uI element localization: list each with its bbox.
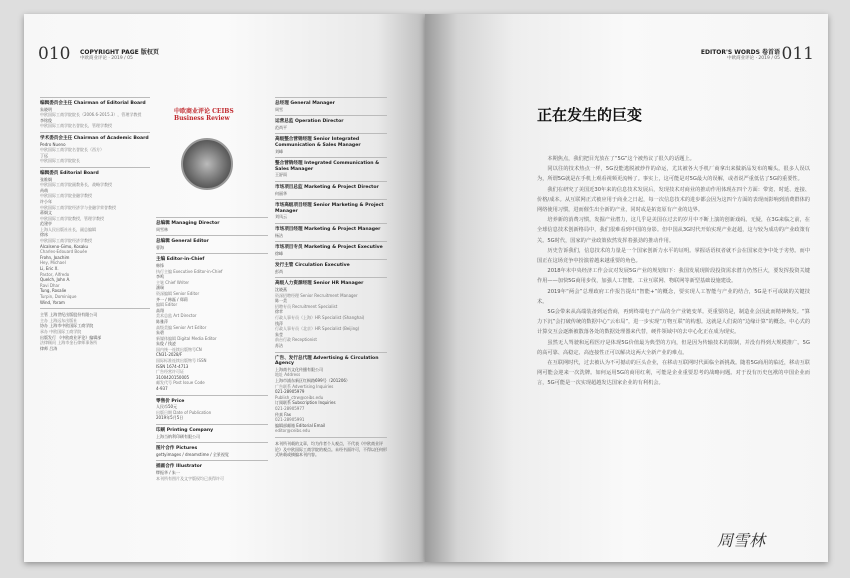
- masthead-line: 陈雅萍: [156, 318, 168, 324]
- masthead-line: 中欧国际工商学院教授，管理学教授: [40, 215, 104, 221]
- masthead-line: 李鸣: [156, 274, 164, 280]
- masthead-heading: 图片合作 Pictures: [156, 446, 198, 452]
- masthead-line: 徐苹: [275, 309, 283, 315]
- masthead-block: [156, 460, 268, 481]
- masthead-block: [275, 97, 387, 112]
- masthead-line: 广告经营许可证: [156, 369, 184, 375]
- masthead-heading: 市场项目总监 Marketing & Project Director: [275, 184, 379, 190]
- masthead-line: 韩锋: [156, 262, 164, 268]
- masthead-heading: 总编辑 Managing Director: [156, 221, 220, 226]
- masthead-line: 苏洁: [275, 343, 283, 348]
- masthead-line: Charles-Edouard Bouée: [40, 249, 88, 255]
- masthead-heading: 编辑委员 Editorial Board: [40, 170, 99, 176]
- masthead-line: 陈一美: [275, 298, 287, 304]
- masthead-line: 缪振华 / 朱一: [156, 469, 180, 475]
- masthead-column-2: [156, 214, 268, 481]
- masthead-line: 新媒体编辑 Digital Media Editor: [156, 335, 217, 341]
- masthead-line: 2019年5月5日: [156, 415, 184, 421]
- masthead-line: 4-937: [156, 386, 168, 392]
- masthead-line: 芮萌: [40, 187, 48, 193]
- masthead-line: Wind, Yoram: [40, 299, 65, 305]
- masthead-line: 张维炯: [40, 176, 52, 182]
- masthead-block: [275, 133, 387, 154]
- masthead-line: 前台行政 Receptionist: [275, 337, 317, 343]
- masthead-block: [156, 424, 268, 439]
- issue-label: 中欧商业评论 · 2019 / 05: [727, 56, 780, 61]
- masthead-line: 地址 Address: [275, 372, 301, 378]
- masthead-line: 出版日期 Date of Publication: [156, 409, 212, 415]
- magazine-logo: [174, 106, 264, 122]
- masthead-block: [40, 97, 150, 129]
- masthead-block: [156, 217, 268, 232]
- masthead-column-3: [275, 94, 387, 458]
- masthead-line: 中欧国际工商学院名誉院长（西方）: [40, 147, 104, 153]
- masthead-line: Publish_ctrw@ceibs.edu: [275, 394, 324, 400]
- masthead-line: 杨洁: [275, 232, 283, 238]
- article-paragraph: 2019年“两会”总理政府工作报告提出“智能+”的概念，要实现人工智能与产业的结合，5G是不可或缺的关键技术。: [537, 288, 810, 305]
- masthead-line: 周雪: [275, 106, 283, 112]
- masthead-line: 本刊所有图片及文字版权均已获得许可: [156, 475, 224, 481]
- masthead-line: 沈晓燕: [275, 287, 287, 293]
- section-title: EDITOR'S WORDS 卷首语: [700, 49, 780, 56]
- masthead-block: [275, 259, 387, 274]
- masthead-line: 高翔: [156, 307, 164, 313]
- masthead-line: 出版发行 《中欧商业评论》编辑部: [40, 334, 102, 340]
- masthead-block: [156, 253, 268, 391]
- article-paragraph: 我们在研究了美国近30年来的信息技术发展后，发现技术对商业的推动作用体现在四个方面：带宽、时延、连接、价格/成本。从互联网正式被应用于商业之日起，每一次信息技术的进步都会因为这四个方面的表现而影响到消费群体的网络使用习惯，进而催生出全新的产业，同时或是拓宽原有产业的边界。: [537, 186, 810, 214]
- article-body: [537, 154, 810, 389]
- masthead-block: [275, 157, 387, 178]
- masthead-line: 上海人民出版社社长，副总编辑: [40, 226, 96, 232]
- article-paragraph: 虽然无人驾驶和远程医疗是体现5G价值最为典型的方向，但是因为传输技术的限制，并没有得到大规模推广。5G的高可靠、高稳定、高连接性正可以解决这两大全新产业的难点。: [537, 339, 810, 356]
- masthead-heading: 市场项目专员 Marketing & Project Executive: [275, 245, 383, 251]
- masthead-line: 行政人事专员（上海）HR Specialist (Shanghai): [275, 315, 365, 321]
- masthead-line: 上海市浦东新区红枫路699号（201206）: [275, 377, 350, 383]
- masthead-line: Quelch, John A.: [40, 277, 71, 283]
- masthead-line: 律师 吕涛: [40, 345, 58, 351]
- masthead-line: 传真 Fax: [275, 411, 292, 417]
- masthead-line: 许小年: [40, 198, 52, 204]
- masthead-heading: 插画合作 Illustrator: [156, 464, 203, 470]
- article-paragraph: 培养新的消费习惯，发掘产业潜力，这几乎是美国在过去的岁月中不断上演的创新戏码。无疑，在3G来临之前，在全球信息技术创新格局中，我们很难看到中国的身影。但中国从3G时代开始实现产业赶超，这与较为成功的产业政策有关。5G时代，国家的产业政策依然发挥着强劲的推动作用。: [537, 217, 810, 244]
- masthead-line: 高级美编 Senior Art Editor: [156, 324, 207, 330]
- article-paragraph: 2018年末中央经济工作会议对发展5G产业的规划如下：我国发展现阶段投资需求潜力仍然巨大，要发挥投资关键作用——加快5G商用步伐，加强人工智能、工业互联网、物联网等新型基础设施建设。: [537, 268, 810, 285]
- masthead-line: 中欧国际工商学院院长: [40, 158, 80, 164]
- masthead-line: 齐一 / 韩磊 / 郑莉: [156, 296, 188, 302]
- masthead-line: 王舒雨: [275, 172, 287, 178]
- masthead-block: [40, 132, 150, 164]
- masthead-line: gettyimages / dreamstime / 全景视觉: [156, 451, 229, 457]
- masthead-line: 主办 上海远东出版社: [40, 317, 78, 323]
- masthead-line: CN31-2028/F: [156, 352, 183, 358]
- article-paragraph: 历史告诉我们，信息技术的力量是一个国家创新力水平的证明。掌握话语权者就不会在国家竞争中处于劣势。而中国正在这场竞争中扮演着越来越重要的角色。: [537, 247, 810, 265]
- masthead-block: [275, 181, 387, 196]
- masthead-line: 邮发代号 Post Issue Code: [156, 380, 205, 386]
- masthead-heading: 运营总监 Operation Director: [275, 119, 344, 125]
- masthead-line: 订阅联系 Subscription Inquiries: [275, 400, 336, 406]
- masthead-line: 协办 上海市中欧国际工商学院: [40, 323, 94, 329]
- masthead-heading: 零售价 Price: [156, 398, 185, 404]
- masthead-line: 资深编辑 Senior Editor: [156, 290, 200, 296]
- masthead-heading: 主编 Editor-in-Chief: [156, 257, 205, 263]
- masthead-line: 何丽华: [275, 190, 287, 196]
- masthead-line: 中欧国际工商学院经济学与金融学荣誉教授: [40, 204, 116, 210]
- article-paragraph: 5G会带来从高端装备到运营商，再到终端电子产品的全产业链变革。更重要的是，制造业会因此而精神焕发。“算力下沉”会打破传统的数据中心“云布局”，进一步实现“万物互联”的构想。这就是人们说的“边缘计算”的概念。中心式的计算交互会逐渐被散落各处的数据处理器来代替，硬件领域中的去中心化正在成为现实。: [537, 309, 811, 336]
- masthead-line: 招聘专员 Recruitment Specialist: [275, 303, 338, 309]
- article-paragraph: 同以往的技术热点一样，5G没能逃脱被炒作的命运，尤其被各大手机厂商拿出来做新品发布的噱头。很多人误以为，所谓5G就是在手机上观看视频更流畅了。事实上，这可能是对5G最大的误解，或者说严重低估了5G的重要性。: [537, 166, 810, 183]
- masthead-line: 人民币50元: [156, 404, 178, 410]
- masthead-block: [275, 352, 387, 434]
- masthead-line: 执行主编 Executive Editor-in-Chief: [156, 268, 223, 274]
- article-paragraph: 在互联网时代，过去被认为不可撼动的巨头企业，在移动互联网时代面临全新挑战。随着5G商用的临近，移动互联网可能会迎来一次洗牌。如何运用5G的商用红利，可能是企业重要思考的战略问题。对于没有历史包袱的中国企业而言，5G可能是一次实现超越发达国家企业的有利机会。: [537, 360, 810, 387]
- left-page-copyright: [24, 14, 425, 562]
- masthead-line: 中欧国际工商学院院长（2006.6-2015.3），管理学教授: [40, 112, 142, 118]
- masthead-line: 李铭俊: [40, 117, 52, 123]
- masthead-line: 021-28905979: [275, 389, 305, 395]
- masthead-line: 朱俊 / 钱凌: [156, 341, 176, 347]
- masthead-line: 丁远: [40, 152, 48, 158]
- masthead-heading: 高级人力资源经理 Senior HR Manager: [275, 281, 364, 287]
- masthead-line: 曹海: [156, 244, 164, 250]
- masthead-line: 021-28905991: [275, 417, 305, 423]
- masthead-line: 周雪林: [156, 226, 168, 232]
- masthead-heading: 总经理 General Manager: [275, 101, 335, 106]
- masthead-line: 刘凤云: [275, 214, 287, 220]
- masthead-line: Li, Eric X.: [40, 266, 59, 272]
- masthead-block: [275, 223, 387, 238]
- masthead-line: ISSN 1674-4713: [156, 363, 189, 369]
- masthead-line: Pastor, Alfredo: [40, 271, 70, 277]
- school-seal-image: [181, 138, 233, 190]
- masthead-heading: 高级整合营销经理 Senior Integrated Communication & Sales Manager: [275, 137, 361, 148]
- masthead-line: 资深招聘经理 Senior Recruitment Manager: [275, 292, 358, 298]
- masthead-line: 021-28905977: [275, 405, 305, 411]
- article-paragraph: 本期焦点，我们把目光放在了“5G”这个被热议了很久的话题上。: [547, 156, 695, 162]
- masthead-line: 承办 中欧国际工商学院: [40, 328, 82, 334]
- masthead-block: [275, 199, 387, 220]
- masthead-line: 范建亭: [40, 221, 52, 227]
- masthead-line: 编辑 Editor: [156, 302, 178, 308]
- page-number: 010: [38, 44, 71, 64]
- masthead-line: 国际标准连续出版物号 ISSN: [156, 358, 207, 364]
- masthead-heading: 编辑委员会主任 Chairman of Editorial Board: [40, 101, 146, 106]
- masthead-heading: 印刷 Printing Company: [156, 428, 214, 433]
- masthead-line: 上海当纳利印刷有限公司: [156, 433, 200, 439]
- masthead-line: 潘瑞: [156, 285, 164, 291]
- masthead-line: Alcalseno-Gimo, Kosaku: [40, 243, 89, 249]
- masthead-line: Ravi Dhar: [40, 282, 60, 288]
- masthead-line: Pedro Nueno: [40, 141, 66, 147]
- masthead-block: [275, 277, 387, 348]
- masthead-heading: 市场高级项目经理 Senior Marketing & Project Manager: [275, 203, 384, 214]
- masthead-line: 主笔 Chief Writer: [156, 279, 190, 285]
- masthead-line: 本刊所刊载的文章，均为作者个人观点，不代表《中欧商业评论》及中欧国际工商学院的观点。未经书面许可，不得以任何形式转载或摘编本刊内容。: [275, 440, 387, 458]
- masthead-block: [275, 241, 387, 256]
- issue-label: 中欧商业评论 · 2019 / 05: [80, 56, 133, 61]
- masthead-line: 中欧国际工商学院副教务长，战略学教授: [40, 182, 112, 188]
- masthead-line: 朱莹: [275, 331, 283, 337]
- masthead-line: 上海商书文化传播有限公司: [275, 366, 323, 372]
- masthead-heading: 整合营销经理 Integrated Communication & Sales Manager: [275, 161, 380, 172]
- masthead-line: 徐峰: [275, 250, 283, 256]
- right-page-editors-words: [425, 14, 828, 562]
- masthead-line: 行政人事专员（北京）HR Specialist (Beijing): [275, 326, 360, 332]
- masthead-line: 中欧国际工商学院金融学教授: [40, 193, 92, 199]
- article-title: 正在发生的巨变: [537, 106, 643, 124]
- masthead-block: [156, 442, 268, 457]
- page-number: 011: [781, 44, 814, 64]
- masthead-block: [156, 235, 268, 250]
- masthead-heading: 广告、发行总代理 Advertising & Circulation Agency: [275, 355, 379, 367]
- masthead-line: 徐冰: [40, 232, 48, 238]
- masthead-block: [275, 437, 387, 458]
- masthead-line: 国内统一连续出版物号CN: [156, 346, 202, 352]
- masthead-heading: 学术委员会主任 Chairman of Academic Board: [40, 135, 149, 141]
- masthead-line: 刘峰: [275, 148, 283, 154]
- masthead-line: 编辑部邮箱 Editorial Email: [275, 422, 326, 428]
- masthead-line: 朱晓明: [40, 106, 52, 112]
- masthead-block: [275, 115, 387, 130]
- masthead-line: 美术总监 Art Director: [156, 313, 197, 319]
- masthead-line: 彭尚: [275, 268, 283, 274]
- section-title: COPYRIGHT PAGE 版权页: [80, 49, 159, 56]
- masthead-heading: 总编辑 General Editor: [156, 239, 209, 245]
- masthead-line: editor@ceibs.edu: [275, 428, 310, 434]
- masthead-block: [40, 308, 150, 351]
- masthead-line: 中欧国际工商学院经济学教授: [40, 238, 92, 244]
- masthead-line: 法律顾问 上海市金石律师事务所: [40, 340, 98, 346]
- masthead-line: 3100420150005: [156, 374, 190, 380]
- masthead-line: Tung, Rosalie: [40, 288, 67, 294]
- masthead-line: 中欧国际工商学院名誉院长，管理学教授: [40, 123, 112, 129]
- masthead-line: 蒋炯文: [40, 210, 52, 216]
- masthead-block: [40, 167, 150, 305]
- logo-text: 中欧商业评论 CEIBS Business Review: [174, 108, 234, 122]
- masthead-line: Frohn, Joachim: [40, 254, 70, 260]
- editor-signature: 周雪林: [717, 531, 766, 550]
- masthead-line: 主管 上海世纪出版股份有限公司: [40, 312, 98, 318]
- masthead-line: 范尚平: [275, 124, 287, 130]
- masthead-column-1: [40, 94, 150, 351]
- masthead-heading: 市场项目经理 Marketing & Project Manager: [275, 226, 381, 232]
- masthead-heading: 发行主管 Circulation Executive: [275, 263, 350, 269]
- masthead-block: [156, 395, 268, 421]
- masthead-line: 钱萍: [275, 320, 283, 326]
- masthead-line: Hey, Michael: [40, 260, 66, 266]
- masthead-line: 广告联系 Advertising Inquiries: [275, 383, 334, 389]
- masthead-line: 朱碧: [156, 330, 164, 336]
- masthead-line: Turpin, Dominique: [40, 294, 77, 299]
